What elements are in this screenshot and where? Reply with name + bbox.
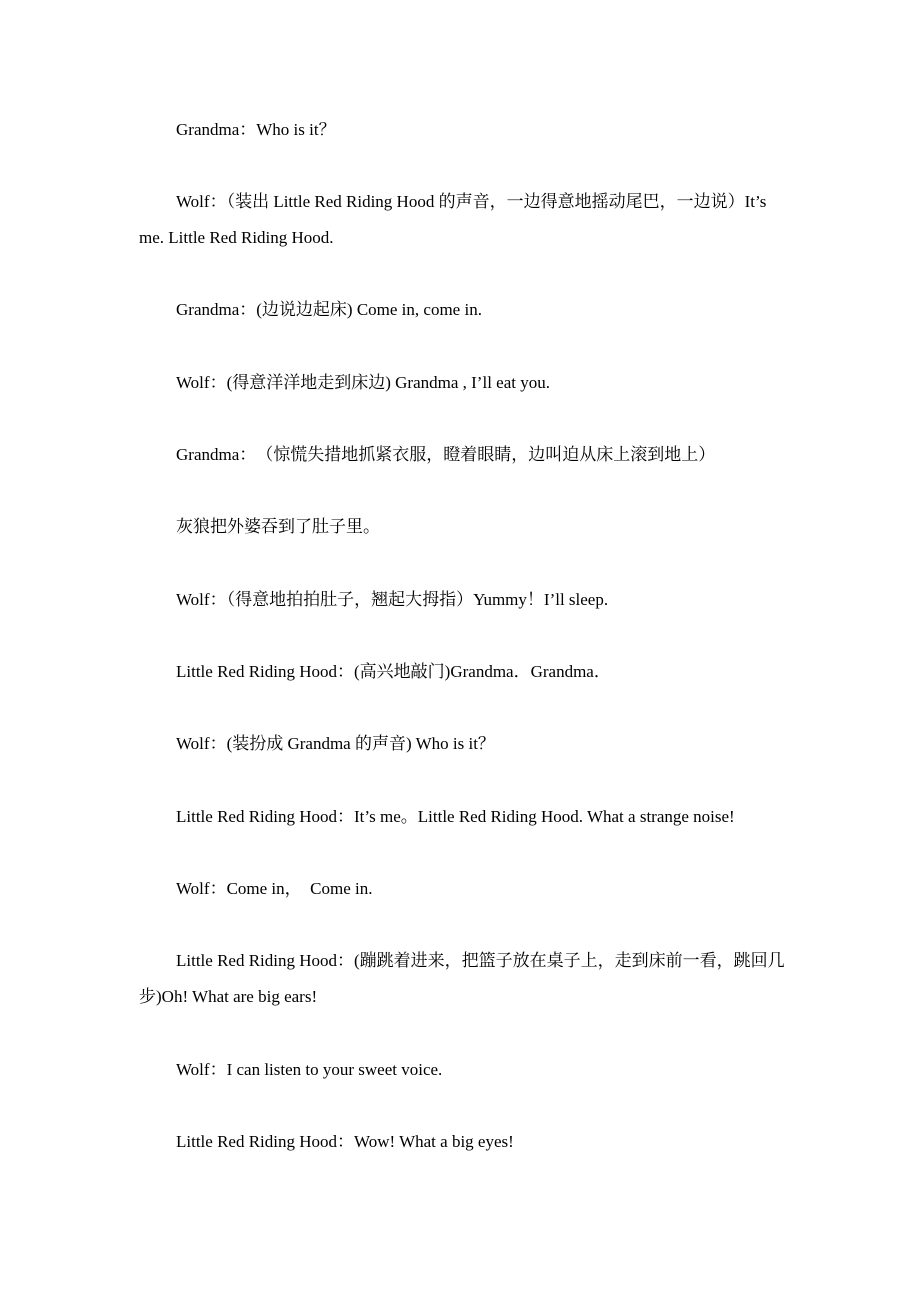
paragraph-hood-strange-noise: Little Red Riding Hood：It’s me。Little Red Riding Hood. What a strange noise! xyxy=(176,807,735,826)
paragraph-grandma-come-in: Grandma：(边说边起床) Come in, come in. xyxy=(176,300,482,319)
paragraph-wolf-eat-you: Wolf：(得意洋洋地走到床边) Grandma , I’ll eat you. xyxy=(176,373,550,392)
paragraph-hood-big-eyes: Little Red Riding Hood：Wow! What a big eyes! xyxy=(176,1132,514,1151)
paragraph-wolf-yummy: Wolf：（得意地拍拍肚子，翘起大拇指）Yummy！I’ll sleep. xyxy=(176,590,609,609)
paragraph-wolf-who-is-it: Wolf：(装扮成 Grandma 的声音) Who is it？ xyxy=(176,734,495,753)
paragraph-wolf-sweet-voice: Wolf：I can listen to your sweet voice. xyxy=(176,1060,443,1079)
paragraph-wolf-its-me: Wolf：（装出 Little Red Riding Hood 的声音，一边得意地摇动尾巴，一边说）It’s me. Little Red Riding Hood. xyxy=(139,192,767,247)
paragraph-grandma-who-is-it: Grandma：Who is it？ xyxy=(176,120,336,139)
paragraph-wolf-come-in: Wolf：Come in， Come in. xyxy=(176,879,373,898)
paragraph-grandma-panic: Grandma： （惊慌失措地抓紧衣服，瞪着眼睛，边叫迫从床上滚到地上） xyxy=(176,445,716,464)
paragraph-hood-knocks: Little Red Riding Hood：(高兴地敲门)Grandma．Grandma． xyxy=(176,662,611,681)
paragraph-hood-big-ears: Little Red Riding Hood：(蹦跳着进来，把篮子放在桌子上，走到床前一看，跳回几步)Oh! What are big ears! xyxy=(139,951,785,1006)
paragraph-narration-swallow: 灰狼把外婆吞到了肚子里。 xyxy=(176,517,380,536)
